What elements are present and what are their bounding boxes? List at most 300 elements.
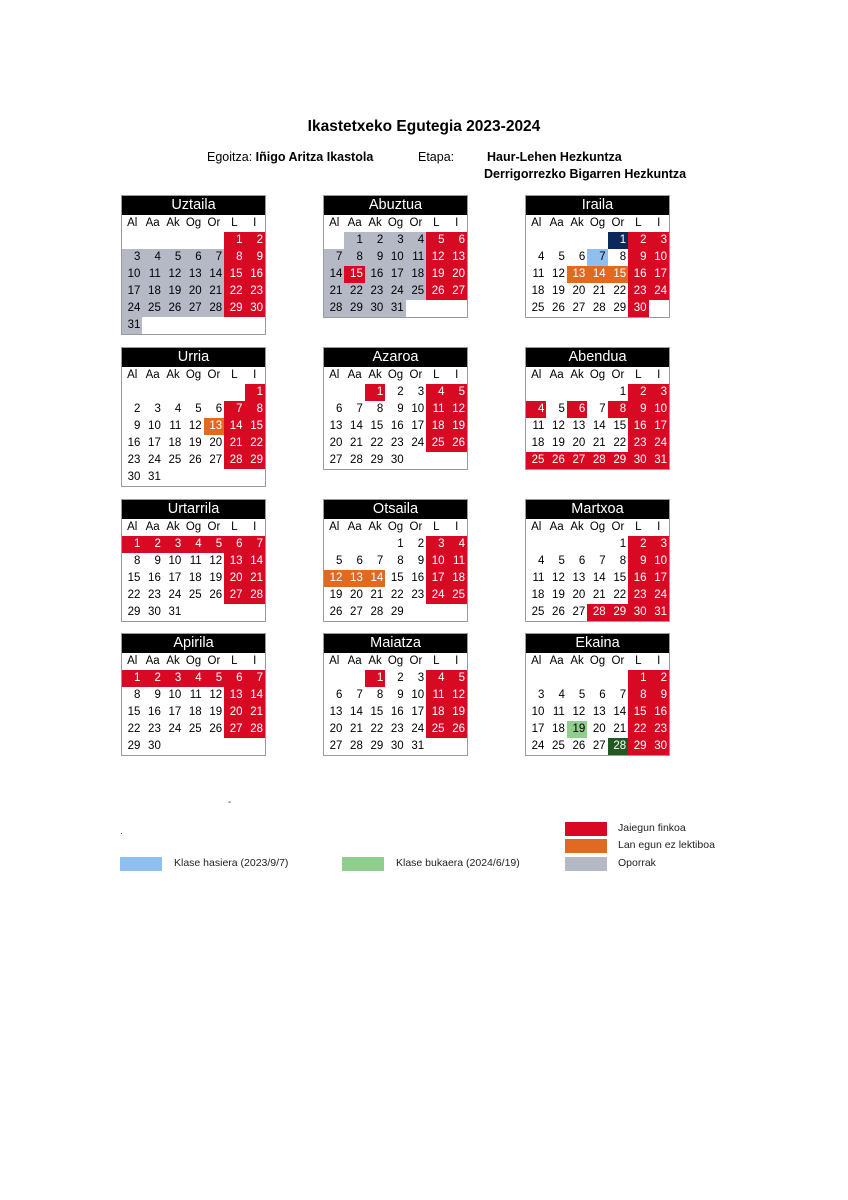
- day-cell: 10: [531, 706, 545, 718]
- day-cell: 17: [649, 418, 669, 435]
- weekday-header: Al: [531, 217, 542, 229]
- weekday-header: Ak: [166, 655, 180, 667]
- weekday-header: Or: [409, 521, 423, 533]
- month-days-grid: [324, 215, 467, 317]
- day-cell: 10: [649, 401, 669, 418]
- legend-klase-hasiera: Klase hasiera (2023/9/7): [174, 857, 289, 869]
- month-days-grid: [324, 519, 467, 621]
- empty-cell: [324, 670, 344, 687]
- day-cell: 7: [356, 403, 363, 415]
- month-urria: [121, 347, 266, 487]
- weekday-header: Ak: [166, 521, 180, 533]
- weekday-header: Og: [589, 655, 606, 667]
- day-cell: 12: [426, 249, 446, 266]
- empty-cell: [204, 232, 224, 249]
- month-name: Iraila: [526, 196, 669, 215]
- empty-cell: [344, 536, 364, 553]
- weekday-header: Aa: [549, 369, 564, 381]
- day-cell: 22: [127, 589, 141, 601]
- day-cell: 27: [224, 721, 244, 738]
- day-cell: 29: [370, 454, 384, 466]
- empty-cell: [122, 232, 142, 249]
- day-cell: 6: [183, 249, 203, 266]
- day-cell: 2: [397, 672, 404, 684]
- day-cell: 7: [587, 249, 607, 266]
- day-cell: 16: [245, 266, 265, 283]
- day-cell: 24: [411, 437, 425, 449]
- month-abendua: [525, 347, 670, 470]
- day-cell: 8: [224, 249, 244, 266]
- day-cell: 27: [329, 454, 343, 466]
- day-cell: 30: [628, 452, 648, 469]
- day-cell: 15: [127, 572, 141, 584]
- empty-cell: [587, 232, 607, 249]
- legend-klase-bukaera: Klase bukaera (2024/6/19): [396, 857, 520, 869]
- day-cell: 3: [649, 232, 669, 249]
- day-cell: 12: [188, 420, 202, 432]
- weekday-header: L: [231, 217, 238, 229]
- weekday-header: L: [635, 369, 642, 381]
- day-cell: 14: [350, 420, 363, 432]
- weekday-header: I: [455, 217, 459, 229]
- day-cell: 24: [531, 740, 545, 752]
- month-days-grid: [122, 519, 265, 621]
- day-cell: 24: [122, 300, 142, 317]
- empty-cell: [324, 232, 344, 249]
- day-cell: 27: [209, 454, 223, 466]
- day-cell: 11: [532, 572, 545, 584]
- day-cell: 25: [142, 300, 162, 317]
- day-cell: 25: [426, 435, 446, 452]
- month-name: Azaroa: [324, 348, 467, 367]
- day-cell: 24: [649, 435, 669, 452]
- day-cell: 25: [406, 283, 426, 300]
- day-cell: 12: [572, 706, 586, 718]
- month-days-grid: [526, 215, 669, 317]
- day-cell: 18: [531, 285, 545, 297]
- empty-cell: [344, 670, 364, 687]
- weekday-header: Aa: [145, 369, 160, 381]
- day-cell: 8: [397, 555, 404, 567]
- day-cell: 12: [324, 570, 344, 587]
- day-cell: 26: [188, 454, 202, 466]
- weekday-header: I: [455, 369, 459, 381]
- day-cell: 27: [447, 283, 467, 300]
- day-cell: 26: [209, 723, 223, 735]
- day-cell: 6: [356, 555, 363, 567]
- day-cell: 2: [142, 670, 162, 687]
- month-name: Abendua: [526, 348, 669, 367]
- day-cell: 26: [546, 452, 566, 469]
- day-cell: 2: [628, 384, 648, 401]
- day-cell: 1: [365, 670, 385, 687]
- day-cell: 8: [376, 689, 384, 701]
- day-cell: 24: [649, 283, 669, 300]
- day-cell: 30: [390, 740, 404, 752]
- day-cell: 3: [163, 536, 183, 553]
- weekday-header: Al: [531, 521, 542, 533]
- day-cell: 5: [447, 384, 467, 401]
- legend-swatch-klase-hasiera: [120, 857, 162, 871]
- legend-swatch-klase-bukaera: [342, 857, 384, 871]
- month-name: Ekaina: [526, 634, 669, 653]
- weekday-header: Og: [185, 217, 202, 229]
- month-days-grid: [324, 653, 467, 755]
- day-cell: 13: [572, 420, 586, 432]
- day-cell: 10: [411, 403, 425, 415]
- month-days-grid: [526, 519, 669, 621]
- day-cell: 10: [649, 553, 669, 570]
- weekday-header: Or: [207, 217, 221, 229]
- day-cell: 30: [365, 300, 385, 317]
- day-cell: 29: [608, 604, 628, 621]
- weekday-header: Or: [207, 655, 221, 667]
- day-cell: 4: [183, 536, 203, 553]
- day-cell: 2: [134, 403, 141, 415]
- weekday-header: Al: [531, 369, 542, 381]
- day-cell: 6: [578, 555, 586, 567]
- empty-cell: [324, 384, 344, 401]
- day-cell: 12: [447, 401, 467, 418]
- weekday-header: Ak: [368, 369, 382, 381]
- empty-cell: [142, 232, 162, 249]
- empty-cell: [546, 384, 566, 401]
- day-cell: 29: [628, 738, 648, 755]
- day-cell: 26: [572, 740, 586, 752]
- month-days-grid: [122, 367, 265, 486]
- weekday-header: Al: [329, 655, 340, 667]
- month-name: Otsaila: [324, 500, 467, 519]
- day-cell: 27: [567, 452, 587, 469]
- day-cell: 11: [406, 249, 426, 266]
- day-cell: 6: [224, 536, 244, 553]
- day-cell: 31: [649, 604, 669, 621]
- weekday-header: Aa: [145, 521, 160, 533]
- day-cell: 13: [329, 420, 343, 432]
- empty-cell: [324, 536, 344, 553]
- day-cell: 19: [552, 285, 565, 297]
- page-title: Ikastetxeko Egutegia 2023-2024: [307, 118, 541, 135]
- weekday-header: Og: [387, 369, 404, 381]
- day-cell: 20: [224, 704, 244, 721]
- day-cell: 19: [447, 704, 467, 721]
- day-cell: 11: [426, 401, 446, 418]
- day-cell: 22: [370, 723, 384, 735]
- weekday-header: Aa: [347, 521, 362, 533]
- day-cell: 10: [168, 689, 182, 701]
- weekday-header: Al: [329, 217, 340, 229]
- month-uztaila: [121, 195, 266, 335]
- day-cell: 22: [613, 285, 627, 297]
- day-cell: 6: [336, 403, 343, 415]
- day-cell: 18: [447, 570, 467, 587]
- day-cell: 13: [224, 553, 244, 570]
- day-cell: 6: [447, 232, 467, 249]
- empty-cell: [526, 232, 546, 249]
- day-cell: 9: [628, 401, 648, 418]
- day-cell: 18: [406, 266, 426, 283]
- empty-cell: [567, 536, 587, 553]
- day-cell: 22: [224, 283, 244, 300]
- weekday-header: L: [433, 521, 440, 533]
- day-cell: 29: [613, 302, 627, 314]
- legend-lan-egun: Lan egun ez lektiboa: [618, 839, 715, 851]
- legend-swatch-oporrak: [565, 857, 607, 871]
- day-cell: 12: [552, 420, 565, 432]
- month-name: Urtarrila: [122, 500, 265, 519]
- day-cell: 11: [189, 555, 202, 567]
- weekday-header: I: [657, 521, 661, 533]
- day-cell: 10: [426, 553, 446, 570]
- day-cell: 27: [224, 587, 244, 604]
- day-cell: 9: [245, 249, 265, 266]
- weekday-header: Aa: [549, 217, 564, 229]
- day-cell: 8: [245, 401, 265, 418]
- day-cell: 28: [587, 452, 607, 469]
- day-cell: 3: [385, 232, 405, 249]
- day-cell: 2: [397, 386, 404, 398]
- day-cell: 19: [447, 418, 467, 435]
- weekday-header: Ak: [368, 521, 382, 533]
- day-cell: 9: [649, 687, 669, 704]
- day-cell: 5: [336, 555, 343, 567]
- day-cell: 15: [613, 420, 627, 432]
- day-cell: 16: [628, 570, 648, 587]
- day-cell: 15: [370, 706, 384, 718]
- day-cell: 7: [599, 555, 606, 567]
- day-cell: 20: [592, 723, 606, 735]
- weekday-header: Aa: [549, 521, 564, 533]
- day-cell: 17: [385, 266, 405, 283]
- day-cell: 2: [628, 232, 648, 249]
- empty-cell: [587, 384, 607, 401]
- day-cell: 11: [426, 687, 446, 704]
- day-cell: 13: [204, 418, 224, 435]
- day-cell: 11: [447, 553, 467, 570]
- day-cell: 30: [390, 454, 404, 466]
- day-cell: 19: [209, 572, 223, 584]
- day-cell: 24: [148, 454, 161, 466]
- weekday-header: I: [253, 521, 257, 533]
- weekday-header: Og: [387, 217, 404, 229]
- empty-cell: [567, 232, 587, 249]
- day-cell: 29: [224, 300, 244, 317]
- month-iraila: [525, 195, 670, 318]
- day-cell: 19: [552, 437, 565, 449]
- day-cell: 24: [168, 723, 182, 735]
- weekday-header: Ak: [570, 521, 584, 533]
- day-cell: 19: [567, 721, 587, 738]
- day-cell: 26: [426, 283, 446, 300]
- day-cell: 5: [578, 689, 586, 701]
- day-cell: 30: [628, 300, 648, 317]
- day-cell: 7: [376, 555, 384, 567]
- day-cell: 19: [163, 283, 183, 300]
- day-cell: 14: [365, 570, 385, 587]
- day-cell: 29: [390, 606, 404, 618]
- empty-cell: [587, 536, 607, 553]
- day-cell: 26: [209, 589, 223, 601]
- day-cell: 5: [204, 670, 224, 687]
- day-cell: 25: [531, 606, 545, 618]
- empty-cell: [567, 670, 587, 687]
- weekday-header: I: [253, 655, 257, 667]
- day-cell: 1: [224, 232, 244, 249]
- day-cell: 13: [567, 266, 587, 283]
- etapa-value-1: Haur-Lehen Hezkuntza: [487, 150, 622, 164]
- day-cell: 6: [336, 689, 343, 701]
- day-cell: 24: [426, 587, 446, 604]
- day-cell: 20: [224, 570, 244, 587]
- day-cell: 25: [188, 589, 202, 601]
- weekday-header: Al: [329, 369, 340, 381]
- day-cell: 23: [628, 435, 648, 452]
- weekday-header: I: [455, 655, 459, 667]
- day-cell: 2: [365, 232, 385, 249]
- day-cell: 23: [628, 587, 648, 604]
- day-cell: 14: [204, 266, 224, 283]
- weekday-header: L: [231, 655, 238, 667]
- weekday-header: L: [635, 655, 642, 667]
- empty-cell: [344, 384, 364, 401]
- day-cell: 25: [552, 740, 565, 752]
- weekday-header: Or: [611, 521, 625, 533]
- day-cell: 27: [572, 302, 586, 314]
- legend-swatch-jaiegun: [565, 822, 607, 836]
- day-cell: 16: [148, 572, 161, 584]
- day-cell: 23: [245, 283, 265, 300]
- day-cell: 13: [329, 706, 343, 718]
- etapa-value-2: Derrigorrezko Bigarren Hezkuntza: [484, 167, 687, 181]
- day-cell: 10: [649, 249, 669, 266]
- weekday-header: Al: [127, 521, 138, 533]
- day-cell: 16: [148, 706, 161, 718]
- day-cell: 4: [538, 251, 545, 263]
- day-cell: 20: [329, 723, 343, 735]
- day-cell: 29: [370, 740, 384, 752]
- day-cell: 27: [592, 740, 606, 752]
- day-cell: 18: [426, 704, 446, 721]
- weekday-header: Al: [329, 521, 340, 533]
- day-cell: 9: [154, 689, 161, 701]
- day-cell: 21: [350, 723, 363, 735]
- day-cell: 25: [188, 723, 202, 735]
- day-cell: 20: [572, 589, 586, 601]
- day-cell: 15: [127, 706, 141, 718]
- weekday-header: Aa: [145, 655, 160, 667]
- month-name: Abuztua: [324, 196, 467, 215]
- day-cell: 26: [552, 606, 565, 618]
- day-cell: 20: [572, 285, 586, 297]
- day-cell: 26: [447, 435, 467, 452]
- day-cell: 7: [224, 401, 244, 418]
- day-cell: 30: [245, 300, 265, 317]
- month-name: Apirila: [122, 634, 265, 653]
- day-cell: 17: [649, 570, 669, 587]
- day-cell: 8: [619, 555, 627, 567]
- day-cell: 12: [209, 555, 223, 567]
- weekday-header: I: [455, 521, 459, 533]
- day-cell: 10: [411, 689, 425, 701]
- day-cell: 6: [567, 401, 587, 418]
- empty-cell: [567, 384, 587, 401]
- weekday-header: Or: [409, 369, 423, 381]
- day-cell: 18: [531, 437, 545, 449]
- day-cell: 3: [122, 249, 142, 266]
- day-cell: 5: [195, 403, 202, 415]
- day-cell: 4: [526, 401, 546, 418]
- day-cell: 28: [224, 452, 244, 469]
- day-cell: 11: [189, 689, 202, 701]
- weekday-header: Ak: [166, 369, 180, 381]
- day-cell: 25: [168, 454, 182, 466]
- day-cell: 13: [592, 706, 606, 718]
- day-cell: 14: [592, 572, 606, 584]
- weekday-header: Og: [185, 521, 202, 533]
- day-cell: 27: [183, 300, 203, 317]
- weekday-header: Og: [185, 369, 202, 381]
- day-cell: 22: [127, 723, 141, 735]
- weekday-header: Ak: [368, 217, 382, 229]
- day-cell: 9: [628, 249, 648, 266]
- empty-cell: [163, 384, 183, 401]
- weekday-header: Ak: [570, 217, 584, 229]
- day-cell: 1: [245, 384, 265, 401]
- day-cell: 20: [183, 283, 203, 300]
- day-cell: 3: [649, 536, 669, 553]
- day-cell: 22: [245, 435, 265, 452]
- day-cell: 2: [649, 670, 669, 687]
- day-cell: 29: [344, 300, 364, 317]
- day-cell: 2: [142, 536, 162, 553]
- day-cell: 4: [426, 384, 446, 401]
- day-cell: 24: [168, 589, 182, 601]
- day-cell: 15: [245, 418, 265, 435]
- day-cell: 28: [245, 587, 265, 604]
- day-cell: 13: [344, 570, 364, 587]
- day-cell: 16: [390, 706, 404, 718]
- day-cell: 3: [417, 672, 425, 684]
- day-cell: 14: [592, 420, 606, 432]
- day-cell: 13: [183, 266, 203, 283]
- day-cell: 18: [531, 589, 545, 601]
- day-cell: 20: [572, 437, 586, 449]
- day-cell: 21: [592, 285, 606, 297]
- month-abuztua: [323, 195, 468, 318]
- day-cell: 21: [592, 589, 606, 601]
- month-ekaina: [525, 633, 670, 756]
- empty-cell: [546, 670, 566, 687]
- weekday-header: Or: [611, 369, 625, 381]
- day-cell: 11: [142, 266, 162, 283]
- weekday-header: L: [231, 369, 238, 381]
- day-cell: 3: [154, 403, 161, 415]
- weekday-header: L: [231, 521, 238, 533]
- day-cell: 1: [122, 670, 142, 687]
- weekday-header: Ak: [368, 655, 382, 667]
- day-cell: 23: [390, 723, 404, 735]
- day-cell: 8: [376, 403, 384, 415]
- day-cell: 1: [122, 536, 142, 553]
- weekday-header: Aa: [347, 655, 362, 667]
- day-cell: 5: [558, 403, 565, 415]
- day-cell: 28: [350, 454, 363, 466]
- day-cell: 9: [365, 249, 385, 266]
- day-cell: 30: [127, 471, 141, 483]
- day-cell: 15: [608, 266, 628, 283]
- day-cell: 16: [365, 266, 385, 283]
- day-cell: 15: [224, 266, 244, 283]
